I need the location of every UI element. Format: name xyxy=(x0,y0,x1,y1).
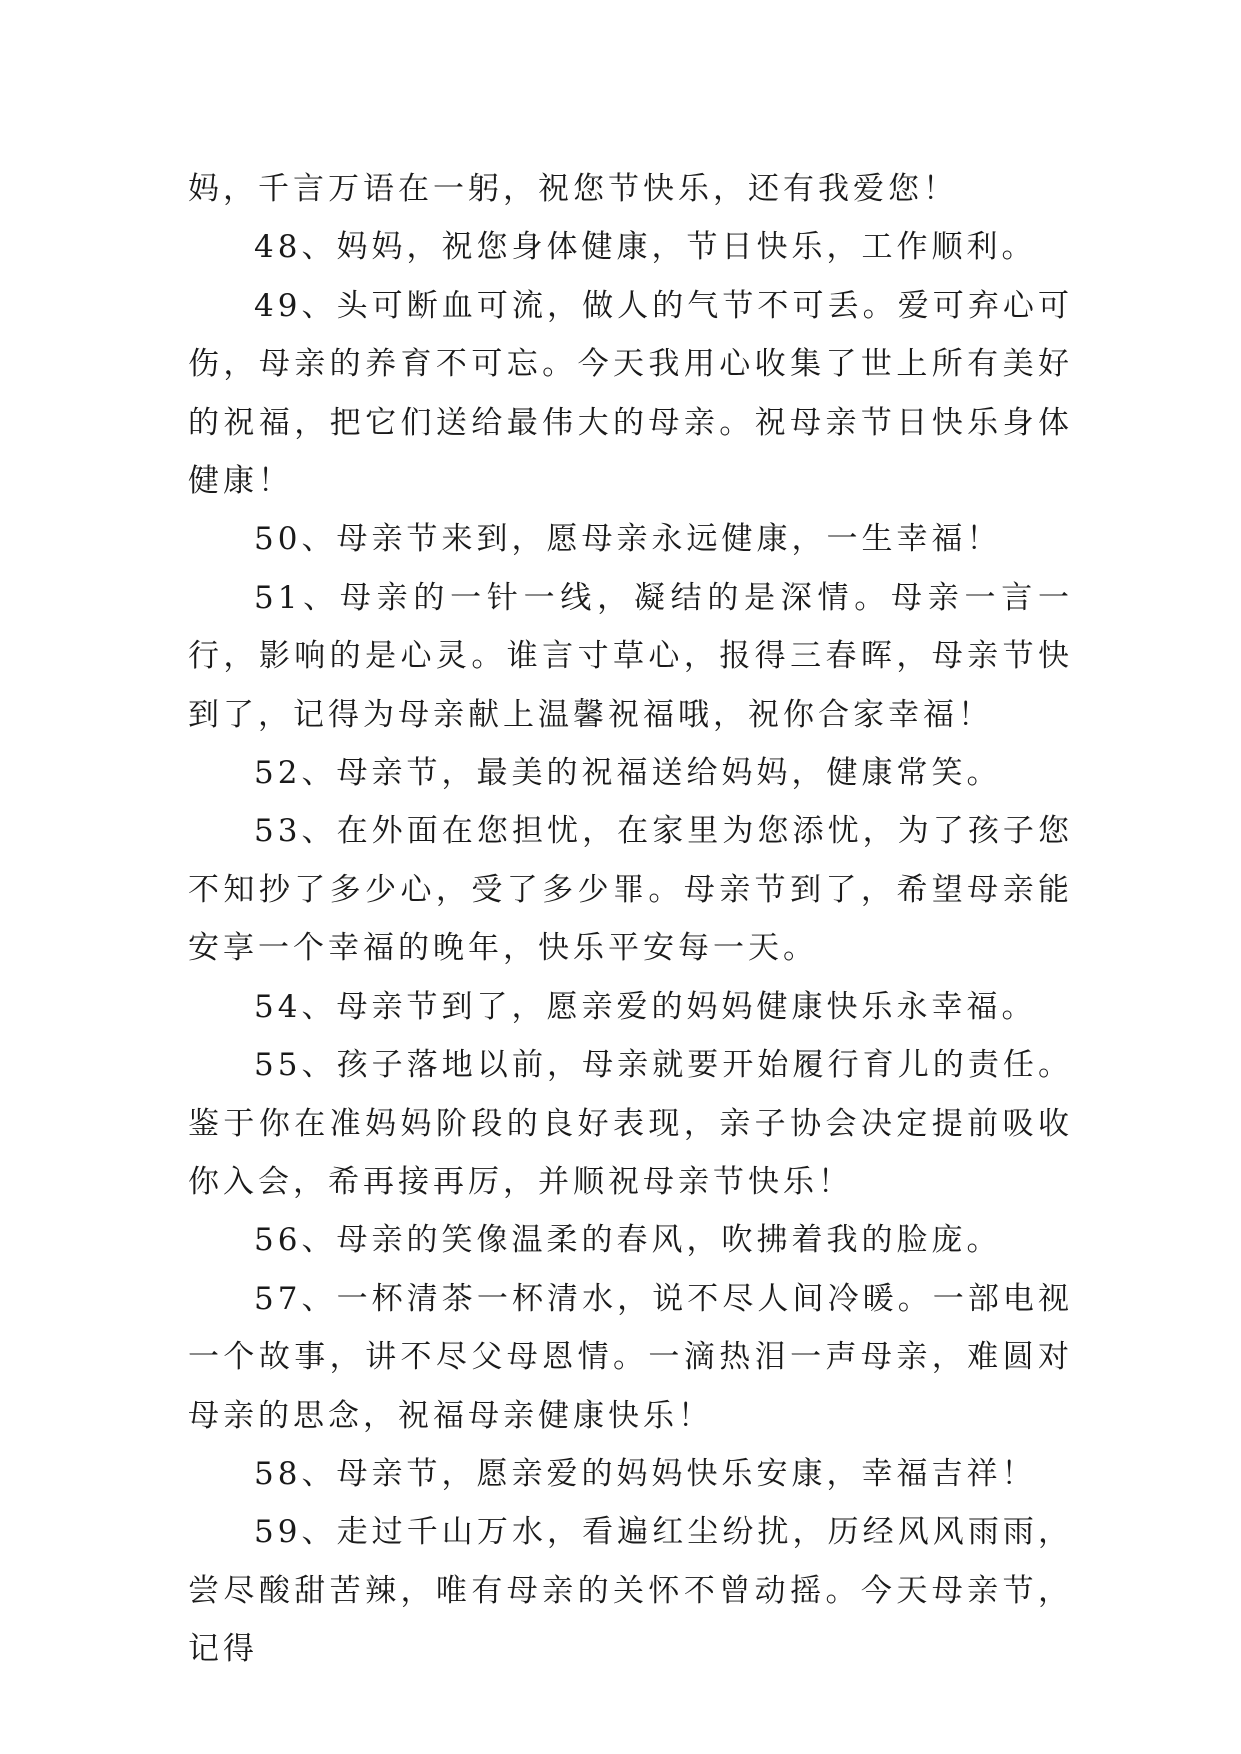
paragraph-56: 56、母亲的笑像温柔的春风，吹拂着我的脸庞。 xyxy=(254,1222,1002,1259)
paragraph-49: 49、头可断血可流，做人的气节不可丢。爱可弃心可伤，母亲的养育不可忘。今天我用心收集了世上所有美好的祝福，把它们送给最伟大的母亲。祝母亲节日快乐身体健康！ xyxy=(188,287,1073,500)
paragraph-52: 52、母亲节，最美的祝福送给妈妈，健康常笑。 xyxy=(254,755,1002,792)
paragraph-1: 妈，千言万语在一躬，祝您节快乐，还有我爱您！ xyxy=(188,171,958,207)
paragraph-57: 57、一杯清茶一杯清水，说不尽人间冷暖。一部电视一个故事，讲不尽父母恩情。一滴热泪一声母亲，难圆对母亲的思念，祝福母亲健康快乐！ xyxy=(188,1280,1073,1434)
paragraph-51: 51、母亲的一针一线，凝结的是深情。母亲一言一行，影响的是心灵。谁言寸草心，报得三春晖，母亲节快到了，记得为母亲献上温馨祝福哦，祝你合家幸福！ xyxy=(188,579,1073,733)
paragraph-58: 58、母亲节，愿亲爱的妈妈快乐安康，幸福吉祥！ xyxy=(254,1455,1037,1492)
paragraph-54: 54、母亲节到了，愿亲爱的妈妈健康快乐永幸福。 xyxy=(254,988,1037,1025)
paragraph-53: 53、在外面在您担忧，在家里为您添忧，为了孩子您不知抄了多少心，受了多少罪。母亲节到了，希望母亲能安享一个幸福的晚年，快乐平安每一天。 xyxy=(188,813,1073,967)
paragraph-59: 59、走过千山万水，看遍红尘纷扰，历经风风雨雨，尝尽酸甜苦辣，唯有母亲的关怀不曾动摇。今天母亲节，记得 xyxy=(188,1514,1073,1668)
paragraph-55: 55、孩子落地以前，母亲就要开始履行育儿的责任。鉴于你在准妈妈阶段的良好表现，亲子协会决定提前吸收你入会，希再接再厉，并顺祝母亲节快乐！ xyxy=(188,1047,1073,1200)
paragraph-50: 50、母亲节来到，愿母亲永远健康，一生幸福！ xyxy=(254,521,1002,558)
document-body xyxy=(188,160,1073,1679)
paragraph-48: 48、妈妈，祝您身体健康，节日快乐，工作顺利。 xyxy=(254,229,1037,266)
